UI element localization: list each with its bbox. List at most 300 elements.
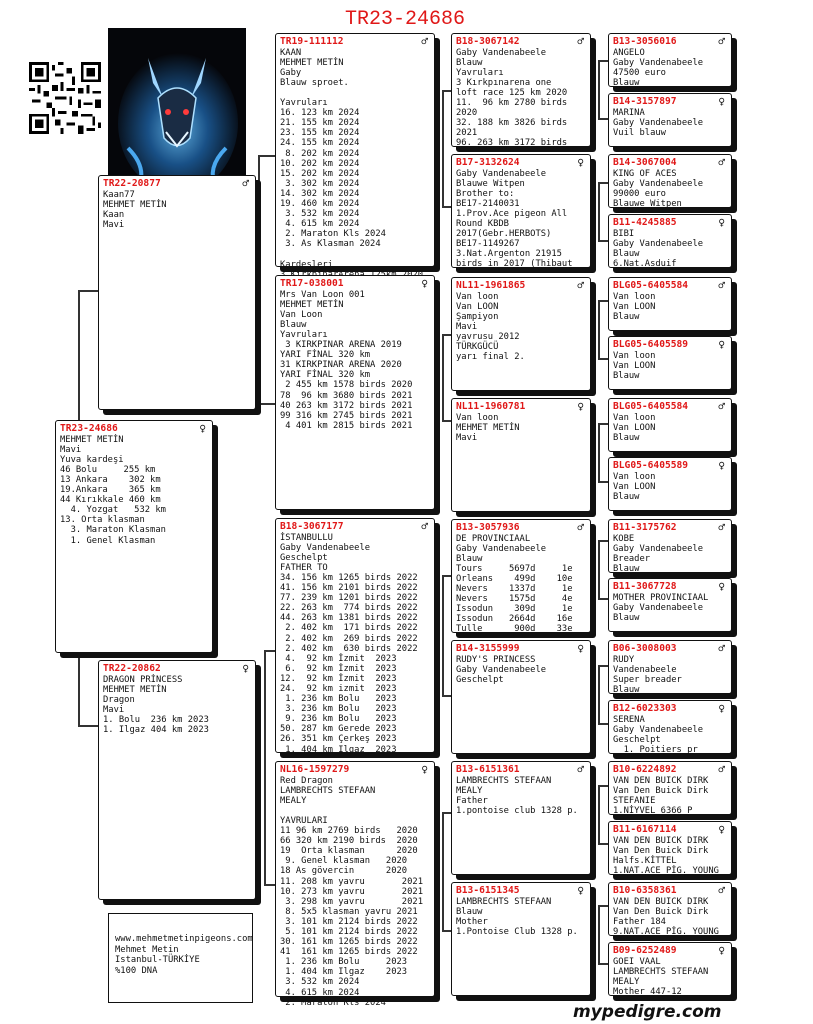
- info-line: Geschelpt: [456, 674, 504, 685]
- info-line: KING OF ACES: [613, 168, 677, 179]
- info-line: 2 455 km 1578 birds 2020: [280, 380, 413, 391]
- info-line: 1. 236 km Bolu 2023: [280, 694, 397, 705]
- gen5-card[interactable]: [608, 578, 732, 632]
- info-line: birds in 2017 (Thibaut: [456, 259, 573, 270]
- dam-sire-card[interactable]: [275, 518, 435, 753]
- info-line: Yavruları: [456, 67, 504, 78]
- info-line: ANGELO: [613, 47, 645, 58]
- gen5-card[interactable]: [608, 277, 732, 331]
- info-line: Geschelpt: [280, 552, 328, 563]
- info-line: 3 KIRKPINAR ARENA 2019: [280, 340, 402, 351]
- info-line: loft race 125 km 2020: [456, 87, 568, 98]
- ring-number: TR19-111112: [280, 36, 344, 47]
- subject-card[interactable]: [55, 420, 213, 653]
- ring-number: NL11-1961865: [456, 280, 526, 291]
- male-symbol-icon: ♂: [421, 35, 428, 48]
- info-line: BE17-2140031: [456, 198, 520, 209]
- female-symbol-icon: ♀: [718, 580, 725, 593]
- info-line: MEHMET METİN: [456, 422, 520, 433]
- info-line: Van loon: [456, 291, 499, 302]
- info-line: Issodun 2664d 16e: [456, 614, 573, 625]
- info-line: 26. 351 km Çerkeş 2023: [280, 734, 397, 745]
- info-line: 77. 239 km 1201 birds 2022: [280, 593, 418, 604]
- info-line: Gaby Vandenabeele: [456, 168, 547, 179]
- ring-number: B14-3157897: [613, 96, 677, 107]
- gen5-card[interactable]: [608, 336, 732, 390]
- info-line: Blauw sproet.: [280, 77, 349, 88]
- gen5-card[interactable]: [608, 821, 732, 875]
- info-line: Van Loon: [280, 309, 323, 320]
- gen5-card[interactable]: [608, 761, 732, 815]
- info-line: 3. 236 km Bolu 2023: [280, 704, 397, 715]
- ring-number: BLG05-6405584: [613, 280, 689, 291]
- pedigree-title: TR23-24686: [344, 8, 466, 31]
- info-line: yavrusu 2012: [456, 331, 520, 342]
- info-line: 4. 92 km İzmit 2023: [280, 653, 397, 664]
- dd-sire-card[interactable]: [451, 761, 591, 875]
- info-line: 19.Ankara 365 km: [60, 485, 161, 496]
- info-line: Mavi: [103, 704, 125, 715]
- info-line: MOTHER PROVINCIAAL: [613, 592, 709, 603]
- info-line: 4. Yozgat 532 km: [60, 505, 166, 516]
- info-line: Van Den Buick Dirk: [613, 845, 709, 856]
- info-line: Van Den Buick Dirk: [613, 906, 709, 917]
- info-line: 99000 euro: [613, 188, 666, 199]
- sd-sire-card[interactable]: [451, 277, 591, 391]
- info-line: 9. Genel klasman 2020: [280, 856, 408, 867]
- info-line: 10. 273 km yavru 2021: [280, 886, 423, 897]
- info-line: 9. 236 km Bolu 2023: [280, 714, 397, 725]
- female-symbol-icon: ♀: [718, 338, 725, 351]
- female-symbol-icon: ♀: [718, 95, 725, 108]
- info-line: 15. 202 km 2024: [280, 168, 360, 179]
- info-line: [280, 88, 430, 98]
- info-line: Brother to:: [456, 188, 515, 199]
- info-line: 4. 615 km 2024: [280, 219, 360, 230]
- info-line: 2. Maraton Kls 2024: [280, 229, 386, 240]
- info-line: 66 320 km 2190 birds 2020: [280, 836, 418, 847]
- info-line: Van loon: [456, 412, 499, 423]
- info-line: KOBE: [613, 533, 635, 544]
- female-symbol-icon: ♀: [242, 662, 249, 675]
- info-line: Father: [456, 795, 488, 806]
- info-line: 3. 298 km yavru 2021: [280, 896, 423, 907]
- info-line: Blauwe Witpen: [456, 178, 525, 189]
- info-line: Gaby Vandenabeele: [613, 178, 704, 189]
- info-line: 19 Orta klasman 2020: [280, 846, 418, 857]
- dam-dam-card[interactable]: [275, 761, 435, 1008]
- info-line: Gaby Vandenabeele: [456, 47, 547, 58]
- info-line: 1. Genel Klasman: [60, 535, 156, 546]
- male-symbol-icon: ♂: [421, 520, 428, 533]
- info-line: Blauw: [613, 612, 640, 623]
- breeder-location: Istanbul-TÜRKİYE: [115, 955, 200, 965]
- info-line: Van loon: [613, 291, 656, 302]
- info-line: VAN DEN BUICK DIRK: [613, 896, 709, 907]
- info-line: 1. Poitiers pr: [613, 744, 698, 755]
- info-line: 78 96 km 3680 birds 2021: [280, 390, 413, 401]
- info-line: Kaan77: [103, 189, 135, 200]
- ring-number: BLG05-6405589: [613, 460, 689, 471]
- male-symbol-icon: ♂: [718, 642, 725, 655]
- info-line: 2. 402 km 269 birds 2022: [280, 633, 418, 644]
- info-line: Gaby Vandenabeele: [613, 724, 704, 735]
- info-line: Kaan: [103, 209, 125, 220]
- gen5-card[interactable]: [608, 398, 732, 452]
- ring-number: B11-4245885: [613, 217, 677, 228]
- info-line: 8. 202 km 2024: [280, 148, 360, 159]
- gen5-card[interactable]: [608, 154, 732, 208]
- ring-number: B14-3067004: [613, 157, 677, 168]
- male-symbol-icon: ♂: [718, 763, 725, 776]
- info-line: 18 As gövercin 2020: [280, 866, 408, 877]
- info-line: 9.NAT.ACE PİG. YOUNG: [613, 926, 719, 937]
- ring-number: B11-3175762: [613, 522, 677, 533]
- info-line: Blauwe Witpen: [613, 198, 682, 209]
- ds-dam-card[interactable]: [451, 640, 591, 754]
- info-line: İSTANBULLU: [280, 532, 333, 543]
- website-link[interactable]: www.mehmetmetinpigeons.com: [115, 934, 253, 944]
- gen5-card[interactable]: [608, 33, 732, 87]
- info-line: DE PROVINCIAAL: [456, 533, 531, 544]
- info-line: MEALY: [613, 976, 640, 987]
- info-line: 47500 euro: [613, 67, 666, 78]
- gen5-card[interactable]: [608, 93, 732, 147]
- info-line: Mavi: [60, 444, 82, 455]
- info-line: Gaby Vandenabeele: [280, 542, 371, 553]
- dna-note: %100 DNA: [115, 965, 158, 976]
- male-symbol-icon: ♂: [242, 177, 249, 190]
- info-line: BE17-1149267: [456, 239, 520, 250]
- info-line: MEHMET METİN: [280, 57, 344, 68]
- info-line: 2. Maraton Kls 2024: [280, 997, 386, 1008]
- info-line: MEHMET METİN: [280, 299, 344, 310]
- info-line: 32. 188 km 3826 birds: [456, 118, 568, 129]
- info-line: 1.NAT.ACE PİG. YOUNG: [613, 865, 719, 876]
- info-line: 5. 101 km 2124 birds 2022: [280, 927, 418, 937]
- info-line: Tours 5697d 1e: [456, 563, 573, 574]
- info-line: 4. 615 km 2024: [280, 987, 360, 998]
- info-line: Van LOON: [613, 422, 656, 433]
- info-line: RUDY: [613, 654, 635, 665]
- info-line: KAAN: [280, 47, 302, 58]
- info-line: LAMBRECHTS STEFAAN: [280, 785, 376, 796]
- info-line: Father 184: [613, 916, 666, 927]
- female-symbol-icon: ♀: [577, 642, 584, 655]
- info-line: 1. Ilgaz 404 km 2023: [103, 725, 209, 736]
- dd-dam-card[interactable]: [451, 882, 591, 996]
- info-line: Mavi: [456, 321, 478, 332]
- info-line: YAVRULARI: [280, 815, 328, 826]
- info-line: Tulle 900d 33e: [456, 624, 573, 635]
- male-symbol-icon: ♂: [577, 35, 584, 48]
- info-line: 2. 402 km 630 birds 2022: [280, 643, 418, 654]
- info-line: 1.Prov.Ace pigeon All: [456, 208, 568, 219]
- ring-number: B13-3057936: [456, 522, 520, 533]
- female-symbol-icon: ♀: [718, 459, 725, 472]
- female-symbol-icon: ♀: [421, 277, 428, 290]
- ds-sire-card[interactable]: [451, 519, 591, 633]
- info-line: Yavruları: [280, 98, 328, 109]
- ring-number: B11-3067728: [613, 581, 677, 592]
- info-line: SERENA: [613, 714, 645, 725]
- info-line: TÜRKGÜCÜ: [456, 342, 499, 353]
- info-line: 24. 155 km 2024: [280, 138, 360, 149]
- info-line: MEHMET METİN: [103, 684, 167, 695]
- info-line: 23. 155 km 2024: [280, 128, 360, 139]
- info-line: 50. 287 km Gerede 2023: [280, 724, 397, 735]
- info-line: MARINA: [613, 107, 645, 118]
- info-line: Nevers 1337d 1e: [456, 584, 573, 595]
- info-line: 1.NİYVEL 6366 P: [613, 805, 693, 816]
- info-line: 3 Kırkpınarena one: [456, 77, 552, 88]
- info-line: 3. Maraton Klasman: [60, 525, 166, 536]
- info-line: FATHER TO: [280, 562, 328, 573]
- gen5-card[interactable]: [608, 700, 732, 754]
- info-line: 22. 263 km 774 birds 2022: [280, 603, 418, 614]
- qr-code[interactable]: [28, 62, 102, 134]
- info-line: Blauw: [456, 553, 483, 564]
- info-line: Vuil blauw: [613, 127, 666, 138]
- info-line: 13. Orta klasman: [60, 515, 145, 526]
- ring-number: B18-3067142: [456, 36, 520, 47]
- info-line: 21. 155 km 2024: [280, 118, 360, 129]
- info-line: MEHMET METİN: [60, 434, 124, 445]
- ring-number: B10-6224892: [613, 764, 677, 775]
- ring-number: B12-6023303: [613, 703, 677, 714]
- info-line: 1. Bolu 236 km 2023: [103, 714, 209, 725]
- ring-number: B10-6358361: [613, 885, 677, 896]
- info-line: Van loon: [613, 471, 656, 482]
- info-line: 44. 263 km 1381 birds 2022: [280, 613, 418, 624]
- gen5-card[interactable]: [608, 882, 732, 936]
- info-line: Van LOON: [456, 301, 499, 312]
- info-line: Geschelpt: [613, 734, 661, 745]
- info-line: 3. 302 km 2024: [280, 178, 360, 189]
- info-line: yarı final 2.: [456, 352, 525, 363]
- info-line: BIBI: [613, 228, 635, 239]
- info-line: Yavruları: [280, 329, 328, 340]
- info-line: Gaby Vandenabeele: [613, 602, 704, 613]
- ring-number: NL11-1960781: [456, 401, 526, 412]
- info-line: 1. 236 km Bolu 2023: [280, 957, 408, 968]
- ring-number: B13-6151361: [456, 764, 520, 775]
- ss-sire-card[interactable]: [451, 33, 591, 147]
- info-line: Vandenabeele: [613, 664, 677, 675]
- male-symbol-icon: ♂: [718, 521, 725, 534]
- info-line: 1. 404 km Ilgaz 2023: [280, 967, 408, 978]
- info-line: Blauw: [280, 319, 307, 330]
- male-symbol-icon: ♂: [718, 884, 725, 897]
- info-line: MEALY: [456, 785, 483, 796]
- ring-number: NL16-1597279: [280, 764, 350, 775]
- ring-number: B13-6151345: [456, 885, 520, 896]
- female-symbol-icon: ♀: [577, 884, 584, 897]
- info-line: 11. 96 km 2780 birds: [456, 98, 568, 109]
- ring-number: B18-3067177: [280, 521, 344, 532]
- info-line: [280, 249, 430, 259]
- info-line: LAMBRECHTS STEFAAN: [613, 966, 709, 977]
- info-line: 31 KIRKPINAR ARENA 2020: [280, 360, 402, 371]
- breeder-contact: [108, 913, 253, 1003]
- info-line: 19. 460 km 2024: [280, 199, 360, 209]
- info-line: 41. 156 km 2101 birds 2022: [280, 583, 418, 594]
- male-symbol-icon: ♂: [577, 763, 584, 776]
- info-line: 1. 404 km Ilgaz 2023: [280, 744, 397, 755]
- male-symbol-icon: ♂: [718, 279, 725, 292]
- female-symbol-icon: ♀: [718, 216, 725, 229]
- info-line: Gaby Vandenabeele: [613, 117, 704, 128]
- info-line: 13 Ankara 302 km: [60, 474, 161, 485]
- info-line: 6.Nat.Asduif: [613, 258, 677, 269]
- ss-dam-card[interactable]: [451, 154, 591, 268]
- male-symbol-icon: ♂: [718, 400, 725, 413]
- info-line: YARI FİNAL 320 km: [280, 370, 371, 381]
- info-line: Van LOON: [613, 301, 656, 312]
- info-line: 4 401 km 2815 birds 2021: [280, 420, 413, 431]
- info-line: 46 Bolu 255 km: [60, 464, 156, 475]
- info-line: Super breader: [613, 674, 682, 685]
- ring-number: B06-3008003: [613, 643, 677, 654]
- info-line: 11. 208 km yavru 2021: [280, 876, 423, 887]
- info-line: Breader: [613, 553, 651, 564]
- info-line: 8. 5x5 klasman yavru 2021: [280, 906, 418, 917]
- male-symbol-icon: ♂: [577, 521, 584, 534]
- info-line: 16. 123 km 2024: [280, 108, 360, 119]
- info-line: Gaby Vandenabeele: [613, 238, 704, 249]
- info-line: Blauw: [613, 248, 640, 259]
- male-symbol-icon: ♂: [577, 279, 584, 292]
- gen5-card[interactable]: [608, 457, 732, 511]
- info-line: Mrs Van Loon 001: [280, 289, 365, 300]
- ring-number: TR23-24686: [60, 423, 118, 434]
- info-line: 44 Kırıkkale 460 km: [60, 495, 161, 506]
- info-line: LAMBRECHTS STEFAAN: [456, 775, 552, 786]
- info-line: Yuva kardeşi: [60, 454, 124, 465]
- info-line: 1.Pontoise Club 1328 p.: [456, 926, 578, 937]
- ring-number: B14-3155999: [456, 643, 520, 654]
- info-line: Blauw: [613, 370, 640, 381]
- gen5-card[interactable]: [608, 640, 732, 694]
- info-line: 2020: [456, 108, 478, 119]
- ring-number: TR22-20877: [103, 178, 161, 189]
- info-line: GOEI VAAL: [613, 956, 661, 967]
- female-symbol-icon: ♀: [577, 156, 584, 169]
- dragon-image: [108, 28, 246, 194]
- info-line: Van Den Buick Dirk: [613, 785, 709, 796]
- info-line: VAN DEN BUICK DIRK: [613, 775, 709, 786]
- info-line: 2017(Gebr.HERBOTS): [456, 229, 552, 240]
- gen5-card[interactable]: [608, 519, 732, 573]
- info-line: MEALY: [280, 795, 307, 806]
- info-line: 6. 92 km İzmit 2023: [280, 663, 397, 674]
- info-line: 24. 92 km izmit 2023: [280, 684, 397, 694]
- info-line: Blauw: [456, 57, 483, 68]
- female-symbol-icon: ♀: [718, 702, 725, 715]
- info-line: Van loon: [613, 350, 656, 361]
- sire-sire-card[interactable]: [275, 33, 435, 270]
- info-line: Blauw: [613, 491, 640, 502]
- info-line: Gaby Vandenabeele: [613, 57, 704, 68]
- info-line: Gaby Vandenabeele: [613, 543, 704, 554]
- breeder-name: Mehmet Metin: [115, 944, 179, 955]
- info-line: 99 316 km 2745 birds 2021: [280, 410, 413, 421]
- ring-number: B13-3056016: [613, 36, 677, 47]
- info-line: Halfs.KİTTEL: [613, 855, 677, 866]
- info-line: 14. 302 km 2024: [280, 188, 360, 199]
- info-line: Blauw: [456, 906, 483, 917]
- gen5-card[interactable]: [608, 214, 732, 268]
- info-line: 41 161 km 1265 birds 2022: [280, 947, 418, 958]
- info-line: 3. 101 km 2124 birds 2022: [280, 916, 418, 927]
- info-line: 3.Nat.Argenton 21915: [456, 249, 562, 260]
- info-line: Van LOON: [613, 481, 656, 492]
- info-line: Gaby Vandenabeele: [456, 664, 547, 675]
- info-line: Blauw: [613, 684, 640, 695]
- info-line: Blauw: [613, 432, 640, 443]
- female-symbol-icon: ♀: [199, 422, 206, 435]
- info-line: 2021: [456, 128, 478, 139]
- sire-card[interactable]: [98, 175, 256, 410]
- ring-number: BLG05-6405589: [613, 339, 689, 350]
- female-symbol-icon: ♀: [577, 400, 584, 413]
- info-line: 2. 402 km 171 birds 2022: [280, 623, 418, 634]
- info-line: Mavi: [103, 219, 125, 230]
- info-line: Şampiyon: [456, 311, 499, 322]
- info-line: RUDY'S PRINCESS: [456, 654, 536, 665]
- info-line: Issodun 309d 1e: [456, 604, 573, 615]
- info-line: Blauw: [613, 77, 640, 88]
- info-line: Red Dragon: [280, 775, 333, 786]
- info-line: 3. 532 km 2024: [280, 977, 360, 988]
- sd-dam-card[interactable]: [451, 398, 591, 512]
- info-line: Dragon: [103, 694, 135, 705]
- brand-logo[interactable]: mypedigre.com: [573, 1002, 722, 1022]
- info-line: 34. 156 km 1265 birds 2022: [280, 572, 418, 583]
- info-line: Gaby: [280, 67, 302, 78]
- info-line: Van loon: [613, 412, 656, 423]
- info-line: 12. 92 km İzmit 2023: [280, 673, 397, 684]
- male-symbol-icon: ♂: [718, 35, 725, 48]
- info-line: 96. 263 km 3172 birds: [456, 138, 568, 149]
- gen5-card[interactable]: [608, 942, 732, 996]
- info-line: 30. 161 km 1265 birds 2022: [280, 937, 418, 948]
- info-line: 40 263 km 3172 birds 2021: [280, 400, 413, 411]
- sire-dam-card[interactable]: [275, 275, 435, 510]
- info-line: [280, 806, 430, 816]
- info-line: Mother: [456, 916, 488, 927]
- info-line: 3. As Klasman 2024: [280, 239, 381, 250]
- info-line: DRAGON PRİNCESS: [103, 674, 183, 685]
- info-line: STEFANIE: [613, 795, 656, 806]
- info-line: 1.pontoise club 1328 p.: [456, 805, 578, 816]
- ring-number: B09-6252489: [613, 945, 677, 956]
- info-line: YARI FİNAL 320 km: [280, 350, 371, 361]
- info-line: Kardeşleri: [280, 259, 333, 270]
- info-line: Mavi: [456, 432, 478, 443]
- ring-number: TR22-20862: [103, 663, 161, 674]
- info-line: LAMBRECHTS STEFAAN: [456, 896, 552, 907]
- male-symbol-icon: ♂: [718, 156, 725, 169]
- female-symbol-icon: ♀: [421, 763, 428, 776]
- info-line: VAN DEN BUICK DIRK: [613, 835, 709, 846]
- dam-card[interactable]: [98, 660, 256, 900]
- info-line: Van LOON: [613, 360, 656, 371]
- ring-number: BLG05-6405584: [613, 401, 689, 412]
- info-line: Gaby Vandenabeele: [456, 543, 547, 554]
- info-line: Round KBDB: [456, 219, 509, 230]
- info-line: Blauw: [613, 563, 640, 574]
